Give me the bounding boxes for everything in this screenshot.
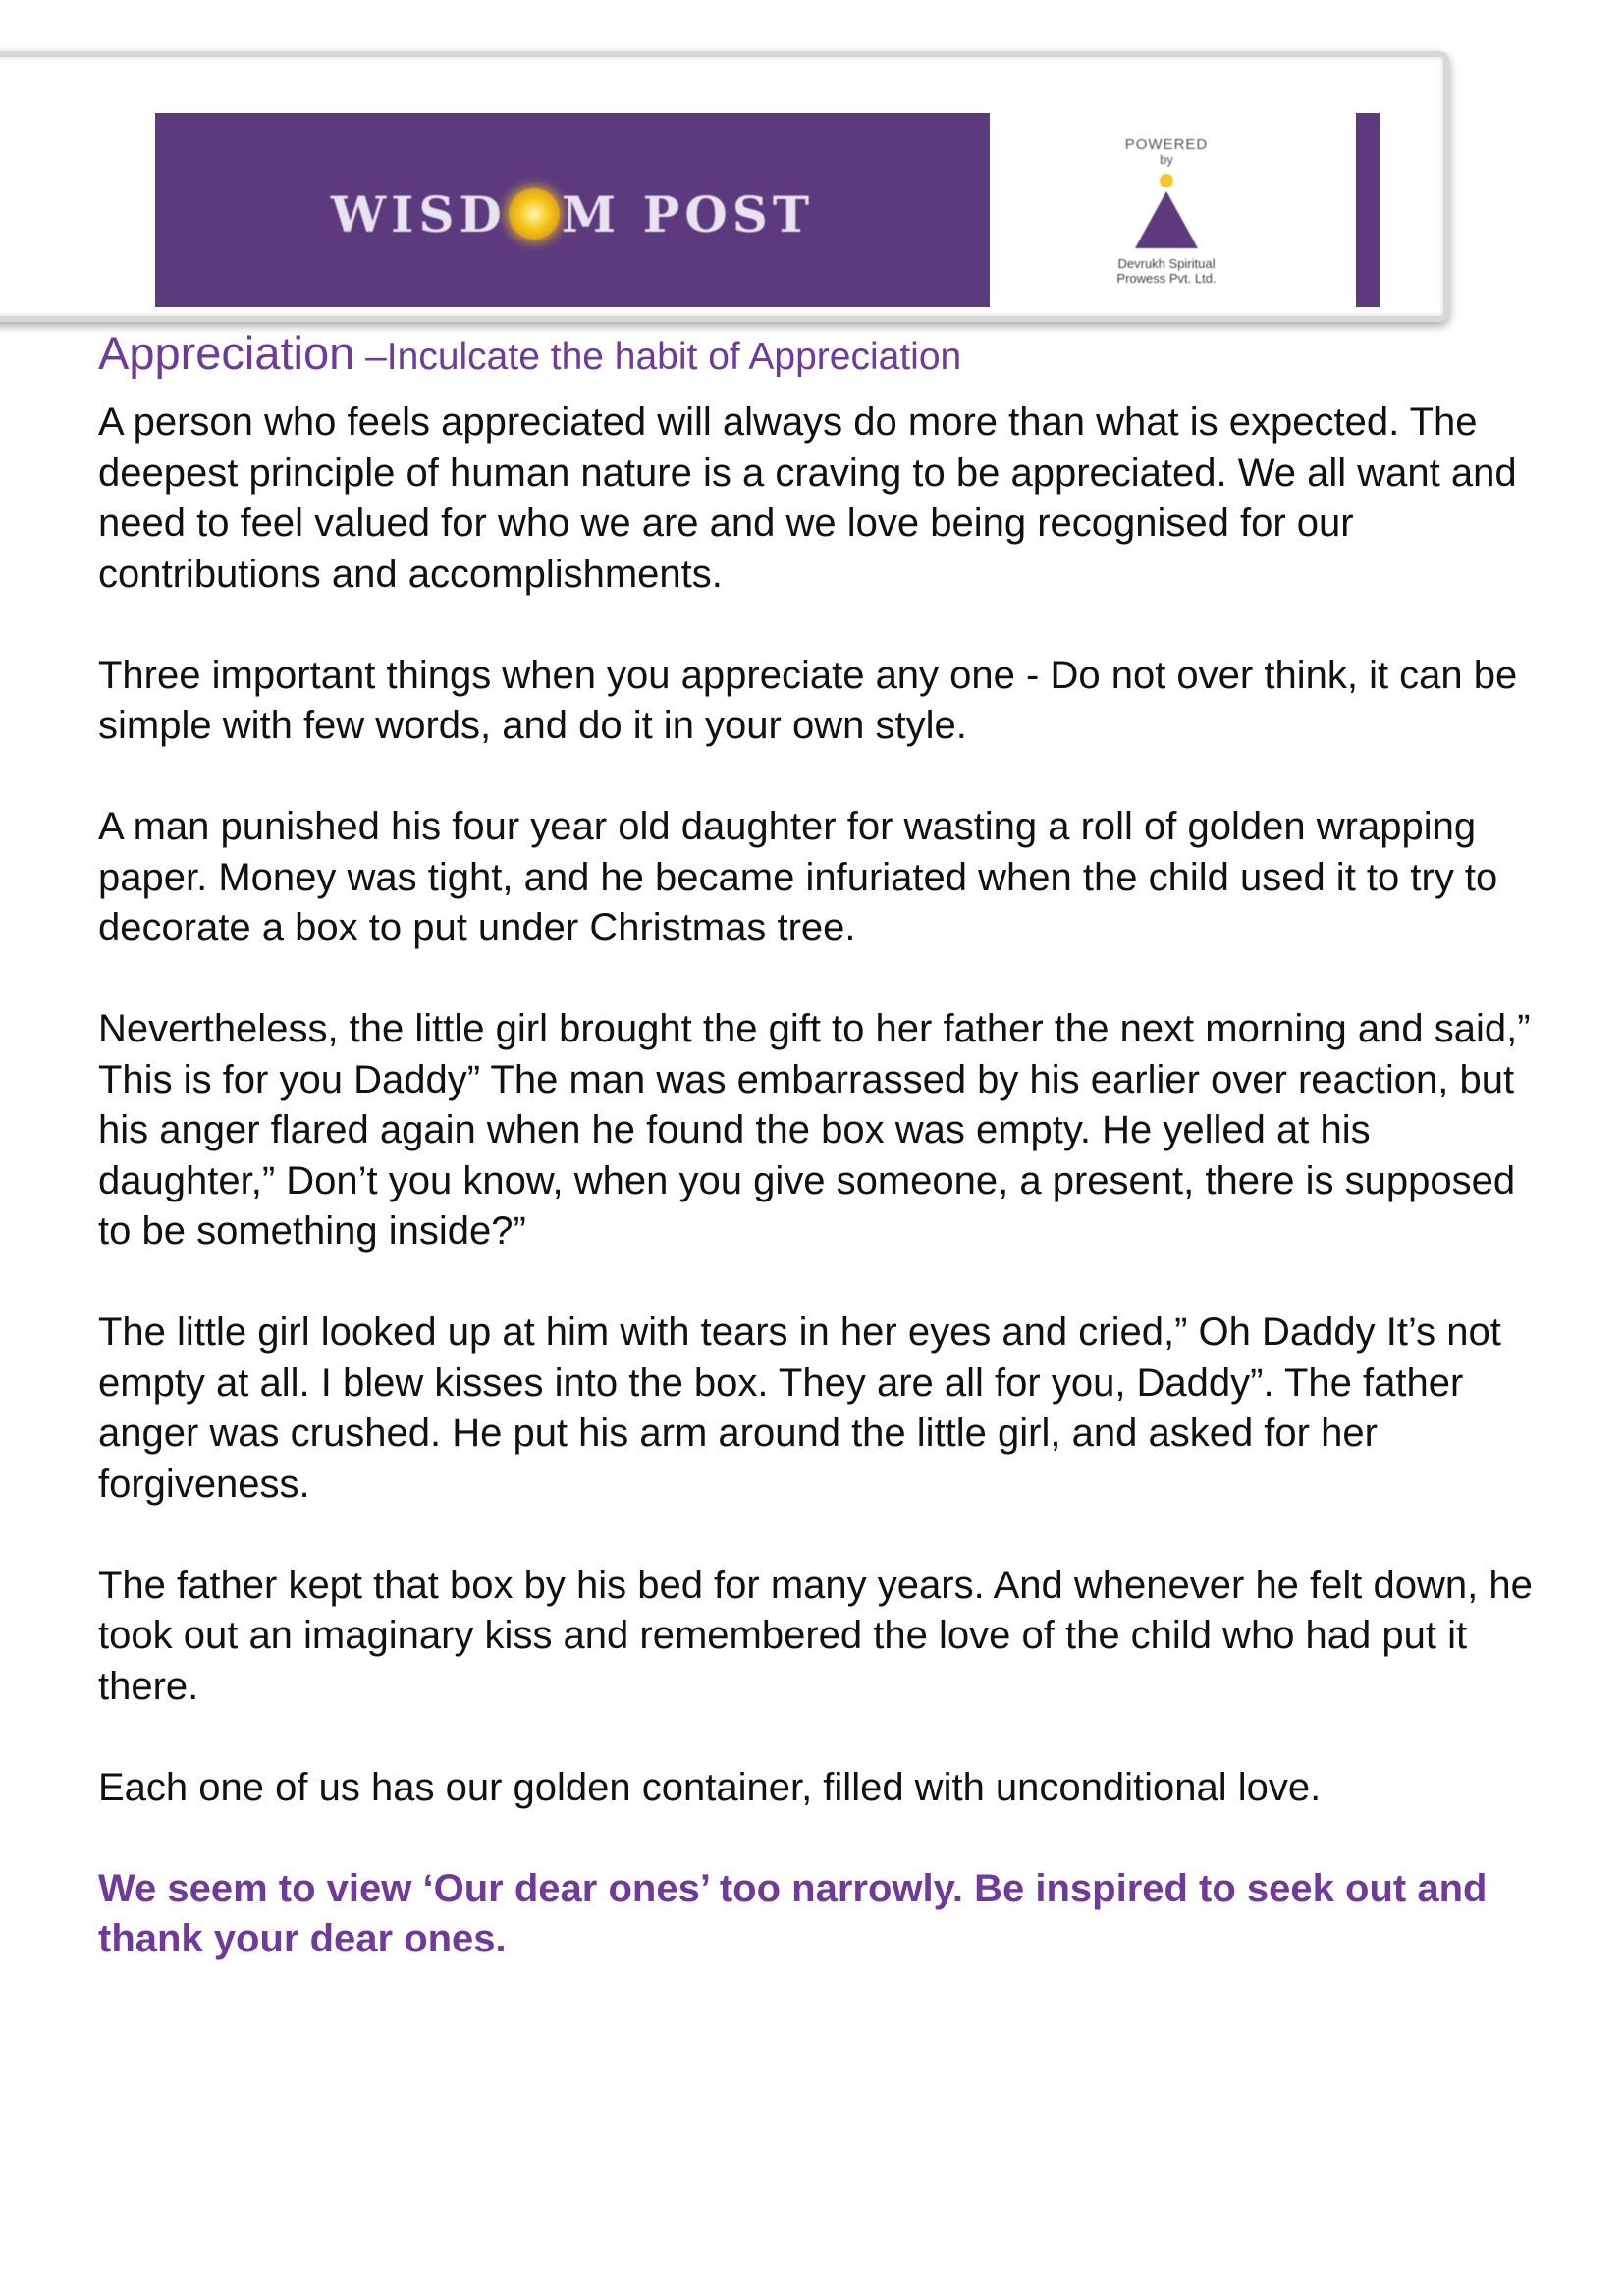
paragraph-story-start: A man punished his four year old daughter for wasting a roll of golden wrapping paper. Money was tight, and he became infuriated when the child used it to try to decorate a box to put under Christmas tree.	[98, 805, 1498, 949]
powered-label: POWERED	[1124, 136, 1209, 153]
paragraph-kisses: The little girl looked up at him with tears in her eyes and cried,” Oh Daddy It’s not empty at all. I blew kisses into the box. They are all for you, Daddy”. The father anger was crushed. He put his arm around the little girl, and asked for her forgiveness.	[98, 1310, 1501, 1506]
powered-by-text: by	[1160, 152, 1173, 167]
article-body	[98, 324, 1551, 1965]
article-title-sub: –Inculcate the habit of Appreciation	[354, 336, 962, 378]
paragraph-golden-container: Each one of us has our golden container, filled with unconditional love.	[98, 1765, 1322, 1809]
sun-icon	[509, 188, 560, 240]
powered-by-badge	[1068, 137, 1265, 309]
paragraph-intro: A person who feels appreciated will always do more than what is expected. The deepest principle of human nature is a craving to be appreciated. We all want and need to feel valued for who we are and we love being recognised for our contributions and accomplishments.	[98, 400, 1517, 596]
paragraph-gift: Nevertheless, the little girl brought the gift to her father the next morning and said,” This is for you Daddy” The man was embarrassed by his earlier over reaction, but his anger flared again when he found the box was empty. He yelled at his daughter,” Don’t you know, when you give someone, a present, there is supposed to be something inside?”	[98, 1007, 1531, 1253]
closing-statement: We seem to view ‘Our dear ones’ too narrowly. Be inspired to seek out and thank your dear ones.	[98, 1866, 1488, 1960]
article-title	[98, 324, 1551, 388]
logo-text-part2: M POST	[561, 185, 815, 243]
company-line-2: Prowess Pvt. Ltd.	[1116, 271, 1217, 286]
paragraph-box-kept: The father kept that box by his bed for many years. And whenever he felt down, he took out an imaginary kiss and remembered the love of the child who had put it there.	[98, 1563, 1533, 1708]
article-title-main: Appreciation	[98, 327, 355, 379]
pyramid-icon	[1135, 191, 1198, 248]
company-line-1: Devrukh Spiritual	[1117, 256, 1216, 271]
wisdom-post-logo	[155, 113, 990, 307]
header-accent-bar	[1356, 113, 1380, 307]
light-dot-icon	[1160, 174, 1173, 187]
logo-wordmark	[331, 186, 814, 243]
paragraph-three-things: Three important things when you appreciate any one - Do not over think, it can be simple with few words, and do it in your own style.	[98, 653, 1518, 747]
logo-text-part1: WISD	[330, 185, 507, 243]
company-name	[1068, 256, 1265, 286]
